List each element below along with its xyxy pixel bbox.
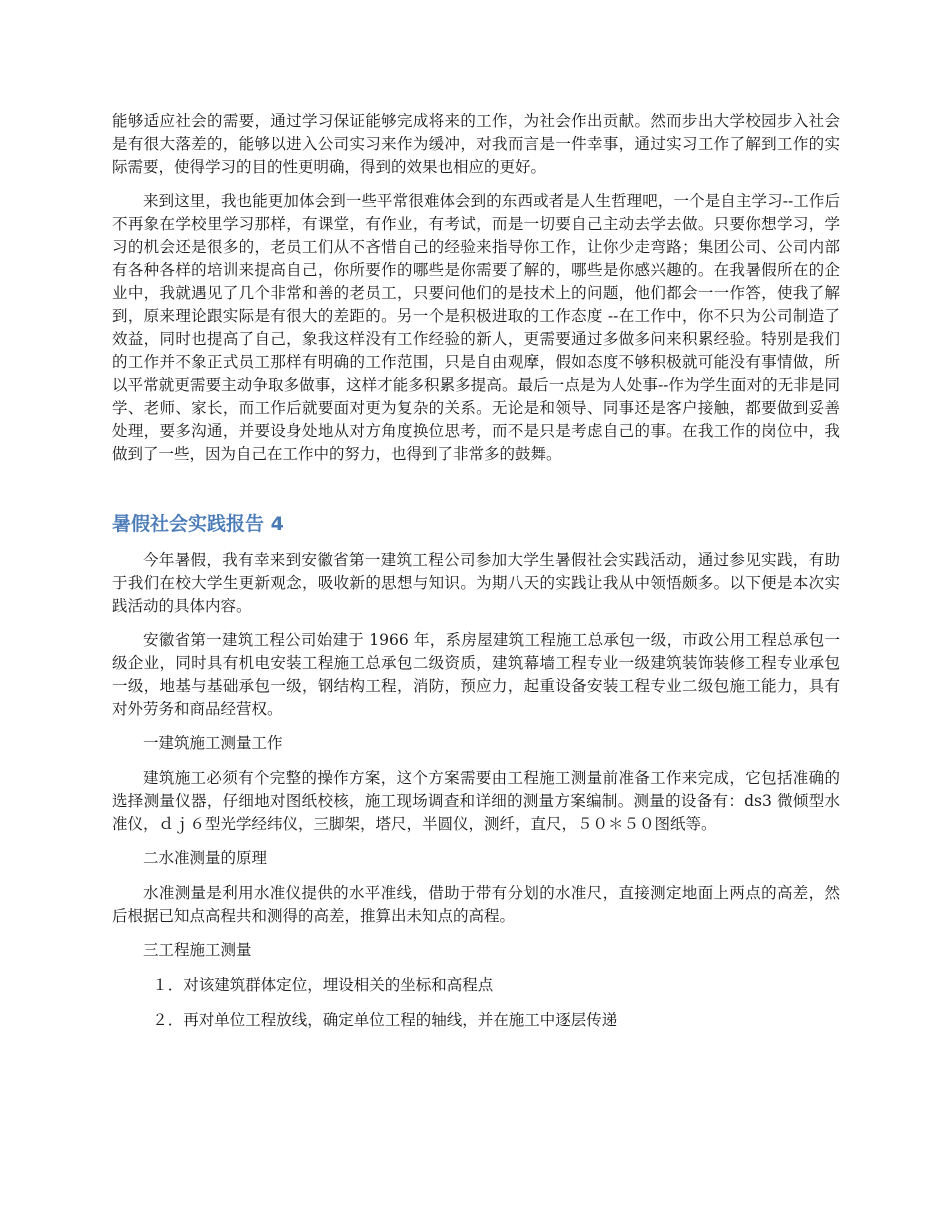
section-title: 暑假社会实践报告 4 — [112, 513, 284, 535]
list-item: １．对该建筑群体定位，埋设相关的坐标和高程点 — [152, 976, 494, 994]
subheading-construction-survey: 一建筑施工测量工作 — [143, 734, 283, 752]
paragraph-continuation: 能够适应社会的需要，通过学习保证能够完成将来的工作，为社会作出贡献。然而步出大学校园步入社会是有很大落差的，能够以进入公司实习来作为缓冲，对我而言是一件幸事，通过实习工作了解到工作的实际需要，使得学习的目的性更明确，得到的效果也相应的更好。 — [112, 112, 840, 176]
paragraph-reflection: 来到这里，我也能更加体会到一些平常很难体会到的东西或者是人生哲理吧，一个是自主学习--工作后不再象在学校里学习那样，有课堂，有作业，有考试，而是一切要自己主动去学去做。只要你想学习，学习的机会还是很多的，老员工们从不吝惜自己的经验来指导你工作，让你少走弯路；集团公司、公司内部有各种各样的培训来提高自己，你所要作的哪些是你需要了解的，哪些是你感兴趣的。在我暑假所在的企业中，我就遇见了几个非常和善的老员工，只要问他们的是技术上的问题，他们都会一一作答，使我了解到，原来理论跟实际是有很大的差距的。另一个是积极进取的工作态度 --在工作中，你不只为公司制造了效益，同时也提高了自己，象我这样没有工作经验的新人，更需要通过多做多问来积累经验。特别是我们的工作并不象正式员工那样有明确的工作范围，只是自由观摩，假如态度不够积极就可能没有事情做，所以平常就更需要主动争取多做事，这样才能多积累多提高。最后一点是为人处事--作为学生面对的无非是同学、老师、家长，而工作后就要面对更为复杂的关系。无论是和领导、同事还是客户接触，都要做到妥善处理，要多沟通，并要设身处地从对方角度换位思考，而不是只是考虑自己的事。在我工作的岗位中，我做到了一些，因为自己在工作中的努力，也得到了非常多的鼓舞。 — [112, 192, 840, 463]
subheading-engineering-survey: 三工程施工测量 — [143, 941, 252, 959]
paragraph-leveling: 水准测量是利用水准仪提供的水平准线，借助于带有分划的水准尺，直接测定地面上两点的高差，然后根据已知点高程共和测得的高差，推算出未知点的高程。 — [112, 884, 840, 925]
document-page — [112, 110, 840, 1044]
paragraph-survey: 建筑施工必须有个完整的操作方案，这个方案需要由工程施工测量前准备工作来完成，它包括准确的选择测量仪器，仔细地对图纸校核，施工现场调查和详细的测量方案编制。测量的设备有：ds3 微倾型水准仪，ｄｊ６型光学经纬仪，三脚架，塔尺，半圆仪，测纤，直尺，５０＊５０图纸等。 — [112, 769, 840, 833]
list-item: ２．再对单位工程放线，确定单位工程的轴线，并在施工中逐层传递 — [152, 1011, 618, 1029]
subheading-leveling-principle: 二水准测量的原理 — [143, 849, 268, 867]
paragraph-intro: 今年暑假，我有幸来到安徽省第一建筑工程公司参加大学生暑假社会实践活动，通过参见实践，有助于我们在校大学生更新观念，吸收新的思想与知识。为期八天的实践让我从中领悟颇多。以下便是本次实践活动的具体内容。 — [112, 551, 840, 615]
paragraph-company: 安徽省第一建筑工程公司始建于 1966 年，系房屋建筑工程施工总承包一级，市政公用工程总承包一级企业，同时具有机电安装工程施工总承包二级资质，建筑幕墙工程专业一级建筑装饰装修工程专业承包一级，地基与基础承包一级，钢结构工程，消防，预应力，起重设备安装工程专业二级包施工能力，具有对外劳务和商品经营权。 — [112, 631, 840, 718]
